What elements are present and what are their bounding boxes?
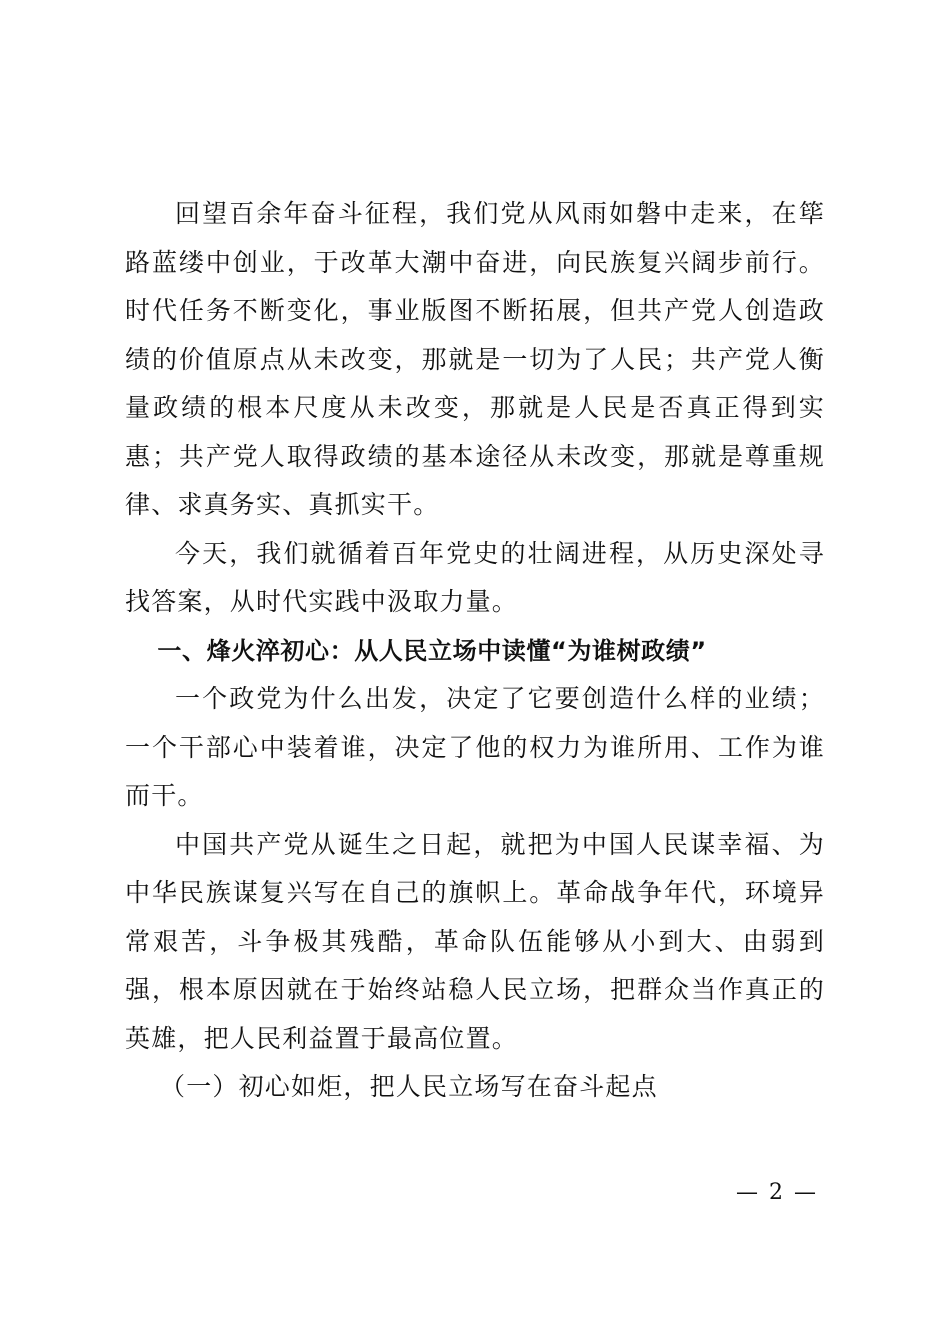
paragraph-today: 今天，我们就循着百年党史的壮阔进程，从历史深处寻找答案，从时代实践中汲取力量。 — [125, 538, 825, 616]
section-heading-1: 一、烽火淬初心：从人民立场中读懂“为谁树政绩” — [157, 636, 707, 665]
paragraph-party-purpose: 一个政党为什么出发，决定了它要创造什么样的业绩；一个干部心中装着谁，决定了他的权力为谁所用、工作为谁而干。 — [125, 684, 825, 810]
paragraph-retrospect: 回望百余年奋斗征程，我们党从风雨如磐中走来，在筚路蓝缕中创业，于改革大潮中奋进，向民族复兴阔步前行。时代任务不断变化，事业版图不断拓展，但共产党人创造政绩的价值原点从未改变，那就是一切为了人民；共产党人衡量政绩的根本尺度从未改变，那就是人民是否真正得到实惠；共产党人取得政绩的基本途径从未改变，那就是尊重规律、求真务实、真抓实干。 — [125, 199, 825, 519]
document-body — [125, 190, 825, 1112]
page-number: — 2 — — [736, 1180, 818, 1205]
paragraph-founding: 中国共产党从诞生之日起，就把为中国人民谋幸福、为中华民族谋复兴写在自己的旗帜上。革命战争年代，环境异常艰苦，斗争极其残酷，革命队伍能够从小到大、由弱到强，根本原因就在于始终站稳人民立场，把群众当作真正的英雄，把人民利益置于最高位置。 — [125, 829, 825, 1053]
subsection-heading-1: （一）初心如炬，把人民立场写在奋斗起点 — [160, 1072, 658, 1101]
